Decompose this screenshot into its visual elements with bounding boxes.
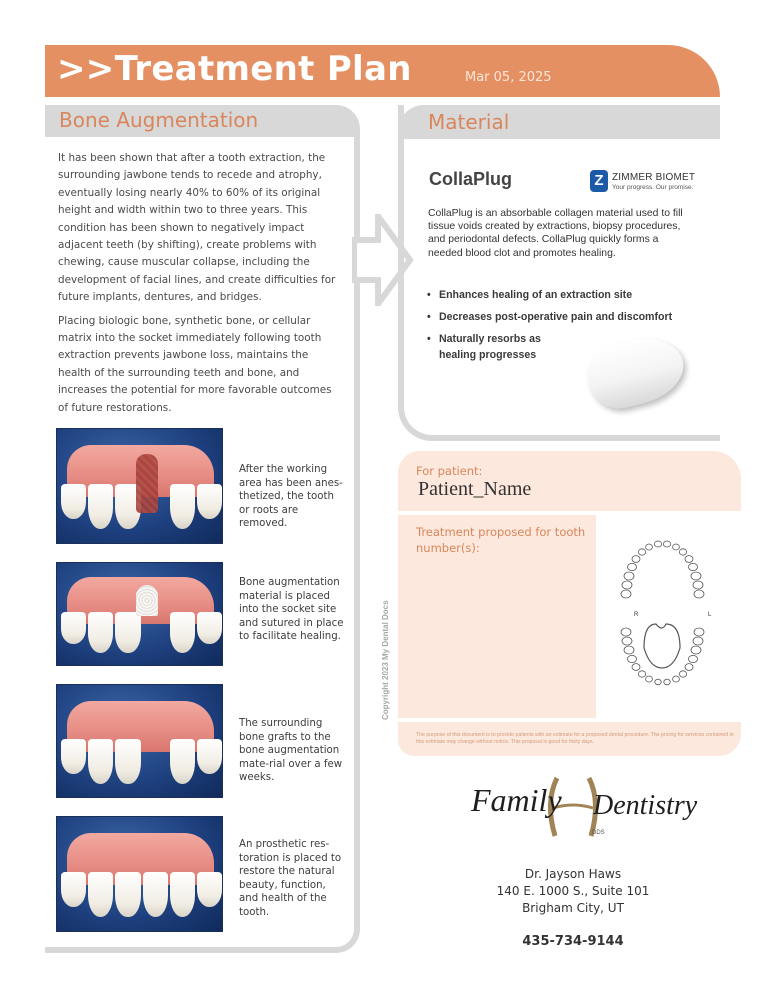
- step-image-healing: [56, 684, 223, 798]
- graft-material: [136, 585, 158, 616]
- paragraph: It has been shown that after a tooth extraction, the surrounding jawbone tends to recede and atrophy, eventually losing nearly 40% to 60% of its original height and width within two to three years. This condition has been shown to negatively impact adjacent teeth (by shifting), create problems with chewing, cause muscular collapse, including the development of facial lines, and create difficulties for future implants, dentures, and bridges.: [58, 152, 336, 304]
- step-image-graft: [56, 562, 223, 666]
- benefit-item: • Naturally resorbs as healing progresses: [427, 331, 557, 363]
- material-panel-header: [398, 105, 720, 139]
- copyright-vertical: Copyright 2023 My Dental Docs: [381, 600, 390, 720]
- header-band: [45, 45, 720, 97]
- patient-name: Patient_Name: [418, 478, 532, 500]
- tooth-number-label: Treatment proposed for tooth number(s):: [416, 525, 586, 555]
- disclaimer-text: The purpose of this document is to provide patients with an estimate for a proposed dental procedure. The pricing for services contained in this estimate may change without notice. This proposal is good for thirty days.: [416, 732, 734, 745]
- tooth-chart-diagram: [614, 536, 720, 686]
- page-title: >>Treatment Plan: [57, 49, 412, 89]
- step-text-1: After the working area has been anes-thetized, the tooth or roots are removed.: [239, 464, 343, 530]
- plan-date: Mar 05, 2025: [465, 70, 552, 85]
- brand-name: ZIMMER BIOMET: [612, 172, 696, 183]
- logo-dds: DDS: [592, 830, 605, 836]
- benefit-item: • Decreases post-operative pain and discomfort: [427, 309, 707, 325]
- practice-phone: 435-734-9144: [522, 934, 624, 949]
- brand-tagline: Your progress. Our promise.: [612, 184, 694, 191]
- section-heading-material: Material: [428, 110, 510, 134]
- paragraph: Placing biologic bone, synthetic bone, or cellular matrix into the socket immediately following tooth extraction prevents jawbone loss, maintains the health of the surrounding teeth and bone, and increases the potential for more favorable outcomes of future restorations.: [58, 314, 332, 414]
- bone-augmentation-body: [58, 150, 344, 423]
- logo-word-dentistry: Dentistry: [593, 790, 698, 821]
- doctor-name: Dr. Jayson Haws: [524, 867, 622, 881]
- street-address: 140 E. 1000 S., Suite 101: [496, 884, 650, 898]
- chart-left-label: L: [708, 612, 712, 618]
- practice-logo: [465, 772, 698, 842]
- step-image-restoration: [56, 816, 223, 932]
- practice-address: [470, 866, 676, 917]
- step-text-3: The surrounding bone grafts to the bone augmentation mate-rial over a few weeks.: [239, 718, 343, 784]
- left-panel-header: [45, 105, 354, 137]
- section-heading-bone-augmentation: Bone Augmentation: [59, 108, 259, 132]
- chart-right-label: R: [634, 612, 639, 618]
- empty-socket: [136, 454, 158, 513]
- material-panel-frame: [398, 105, 720, 441]
- product-name: CollaPlug: [429, 169, 513, 189]
- zimmer-biomet-logo: [590, 170, 710, 194]
- logo-word-family: Family: [471, 782, 562, 818]
- step-text-4: An prosthetic res-toration is placed to restore the natural beauty, function, and health of the tooth.: [239, 839, 342, 918]
- step-text-2: Bone augmentation material is placed into the socket site and sutured in place to facilitate healing.: [239, 577, 344, 643]
- brand-mark-icon: Z: [590, 170, 608, 192]
- benefit-item: • Enhances healing of an extraction site: [427, 287, 707, 303]
- product-description: CollaPlug is an absorbable collagen material used to fill tissue voids created by extractions, biopsy procedures, and periodontal defects. CollaPlug quickly forms a needed blood clot and promotes healing.: [428, 208, 683, 259]
- step-image-extraction: [56, 428, 223, 544]
- city-state: Brigham City, UT: [522, 901, 624, 915]
- for-patient-label: For patient:: [416, 464, 483, 478]
